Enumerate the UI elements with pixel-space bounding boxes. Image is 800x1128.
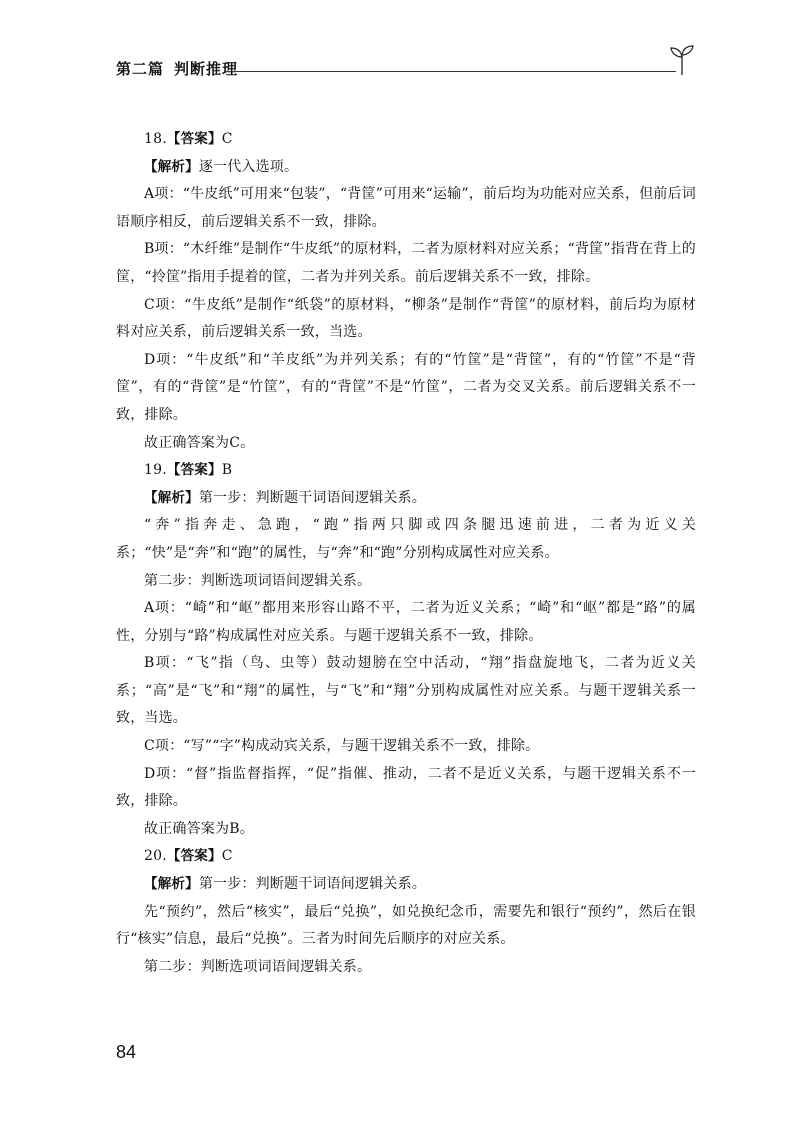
q18-option-b: B项：“木纤维”是制作“牛皮纸”的原材料，二者为原材料对应关系；“背筐”指背在背上的筐，“拎筐”指用手提着的筐，二者为并列关系。前后逻辑关系不一致，排除。: [116, 241, 696, 285]
header-rule: [234, 71, 676, 72]
running-header: [116, 56, 696, 84]
q18-conclusion: 故正确答案为C。: [144, 434, 255, 451]
q20-answer: [116, 843, 696, 871]
q18-analysis-tag: 【解析】: [144, 158, 199, 175]
q18-answer-tag: 【答案】: [166, 131, 222, 147]
q19-conclusion: 故正确答案为B。: [144, 820, 254, 837]
header-part: 第二篇: [116, 60, 165, 78]
q20-stem: 先“预约”，然后“核实”，最后“兑换”，如兑换纪念币，需要先和银行“预约”，然后在银行“核实”信息，最后“兑换”。三者为时间先后顺序的对应关系。: [116, 903, 696, 948]
q19-number: 19.: [144, 462, 167, 479]
q19-option-a: A项：“崎”和“岖”都用来形容山路不平，二者为近义关系；“崎”和“岖”都是“路”的属性，分别与“路”构成属性对应关系。与题干逻辑关系不一致，排除。: [116, 600, 696, 644]
q19-analysis-tag: 【解析】: [144, 489, 199, 506]
q20-answer-value: C: [221, 848, 233, 865]
q18-answer: [116, 126, 696, 154]
q20-step2: 第二步：判断选项词语间逻辑关系。: [144, 958, 372, 975]
header-title: [116, 58, 238, 79]
q18-option-c: C项：“牛皮纸”是制作“纸袋”的原材料，“柳条”是制作“背筐”的原材料，前后均为原材料对应关系，前后逻辑关系一致，当选。: [116, 296, 696, 341]
q18-analysis: [116, 154, 696, 182]
answer-explanations: [116, 126, 696, 981]
sprout-icon: [668, 42, 696, 76]
q20-analysis-tag: 【解析】: [144, 876, 199, 893]
q19-stem: “奔”指奔走、急跑，“跑”指两只脚或四条腿迅速前进，二者为近义关系；“快”是“奔”和“跑”的属性，与“奔”和“跑”分别构成属性对应关系。: [116, 517, 696, 561]
q19-analysis-text: 第一步：判断题干词语间逻辑关系。: [198, 489, 427, 506]
q18-option-d: D项：“牛皮纸”和“羊皮纸”为并列关系；有的“竹筐”是“背筐”，有的“竹筐”不是“背筐”，有的“背筐”是“竹筐”，有的“背筐”不是“竹筐”，二者为交叉关系。前后逻辑关系不一致，排除。: [116, 351, 696, 423]
q19-step2: 第二步：判断选项词语间逻辑关系。: [144, 572, 372, 589]
q19-analysis: [116, 485, 696, 513]
q18-analysis-text: 逐一代入选项。: [198, 158, 299, 175]
q18-answer-value: C: [221, 131, 233, 147]
q20-answer-tag: 【答案】: [166, 848, 222, 865]
q20-number: 20.: [144, 848, 167, 865]
q20-analysis-text: 第一步：判断题干词语间逻辑关系。: [198, 876, 427, 893]
q19-option-c: C项：“写”“字”构成动宾关系，与题干逻辑关系不一致，排除。: [144, 738, 540, 755]
q19-answer-value: B: [221, 462, 233, 479]
q19-answer-tag: 【答案】: [166, 462, 222, 479]
q18-option-a: A项：“牛皮纸”可用来“包装”，“背筐”可用来“运输”，前后均为功能对应关系，但前后词语顺序相反，前后逻辑关系不一致，排除。: [116, 186, 696, 230]
q19-answer: [116, 457, 696, 485]
header-chapter: 判断推理: [174, 60, 239, 78]
q20-analysis: [116, 871, 696, 899]
q19-option-b: B项：“飞”指（鸟、虫等）鼓动翅膀在空中活动，“翔”指盘旋地飞，二者为近义关系；“高”是“飞”和“翔”的属性，与“飞”和“翔”分别构成属性对应关系。与题干逻辑关系一致，当选。: [116, 655, 696, 727]
q18-number: 18.: [144, 131, 167, 147]
q19-option-d: D项：“督”指监督指挥，“促”指催、推动，二者不是近义关系，与题干逻辑关系不一致，排除。: [116, 765, 696, 810]
page-number: 84: [116, 1042, 137, 1062]
